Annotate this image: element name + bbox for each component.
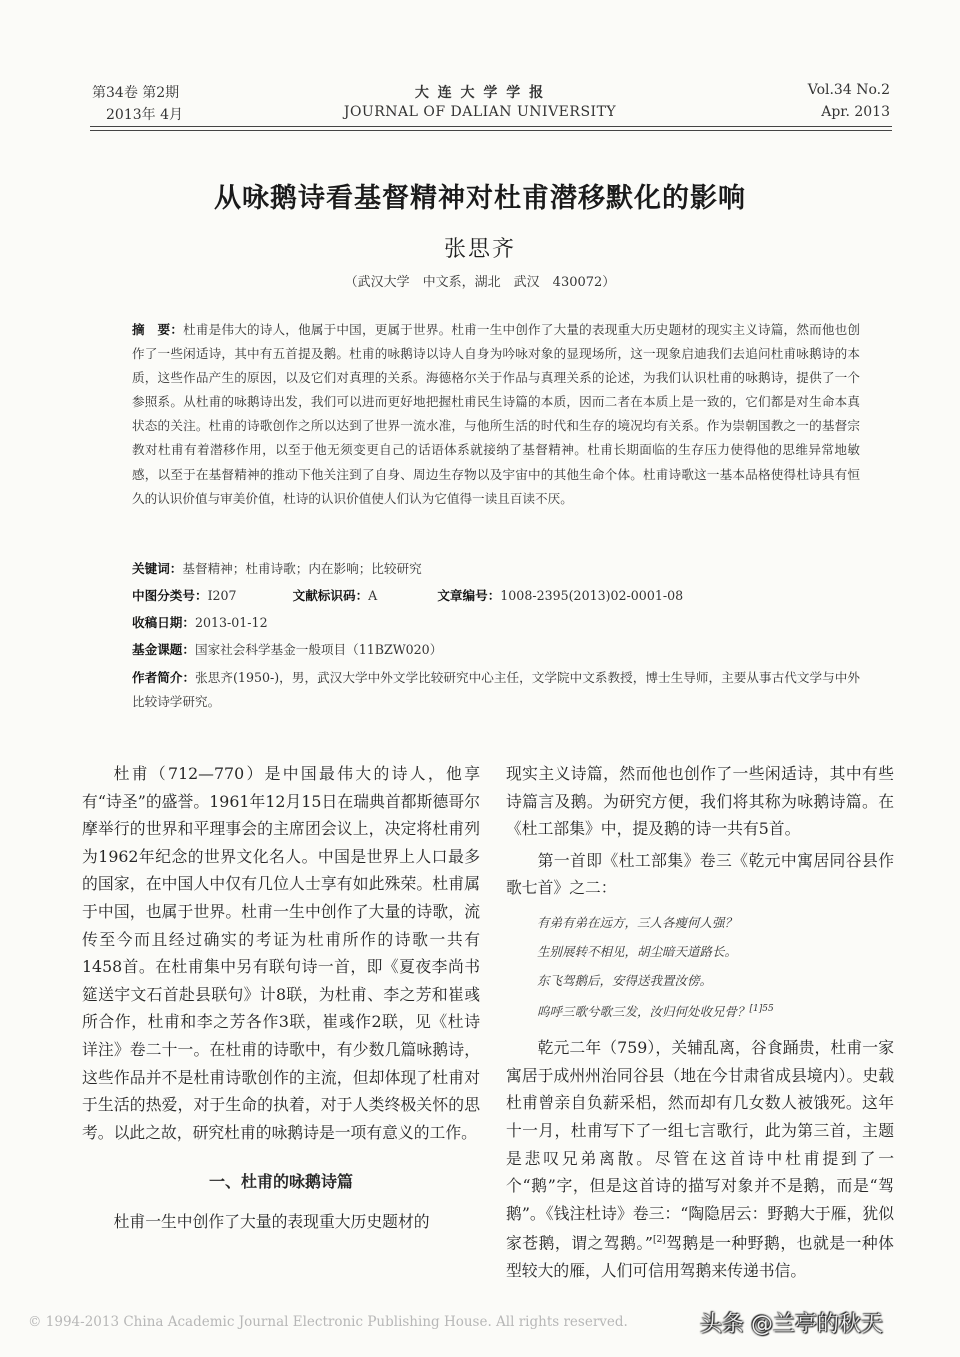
abstract-label: 摘 要：: [132, 322, 184, 337]
paragraph-text: 乾元二年（759），关辅乱离，谷食踊贵，杜甫一家寓居于成州州治同谷县（地在今甘肃省成县境内）。史载杜甫曾亲自负薪采梠，然而却有几女数人被饿死。这年十一月，杜甫写下了一组七言歌行，此为第三首，主题是悲叹兄弟离散。尽管在这首诗中杜甫提到了一个“鹅”字，但是这首诗的描写对象并不是鹅，而是“驾鹅”。《钱注杜诗》卷三：“陶隐居云：野鹅大于雁，犹似家苍鹅，谓之驾鹅。”: [506, 1038, 894, 1253]
watermark: [700, 1307, 883, 1338]
keywords-value: 基督精神；杜甫诗歌；内在影响；比较研究: [182, 561, 422, 576]
keywords: [132, 558, 422, 577]
date-en: Apr. 2013: [821, 104, 890, 120]
body-paragraph: [506, 1034, 894, 1285]
doc-code-label: 文献标识码：: [292, 588, 369, 603]
citation-ref: [1]55: [749, 1003, 774, 1014]
received-date: [132, 612, 268, 631]
author-affiliation: （武汉大学 中文系，湖北 武汉 430072）: [344, 275, 616, 290]
header-rule: [90, 126, 892, 127]
clc-value: I207: [207, 588, 237, 603]
date-cn: 2013年 4月: [106, 107, 183, 123]
volume-issue-en: Vol.34 No.2: [807, 82, 890, 98]
article-number-label: 文章编号：: [437, 588, 501, 603]
fund-value: 国家社会科学基金一般项目（11BZW020）: [194, 642, 443, 657]
section-heading: 一、杜甫的咏鹅诗篇: [208, 1172, 353, 1192]
watermark-text: 头条 @兰亭的秋天: [700, 1312, 883, 1337]
body-paragraph: 现实主义诗篇，然而他也创作了一些闲适诗，其中有些诗篇言及鹅。为研究方便，我们将其称为咏鹅诗篇。在《杜工部集》中，提及鹅的诗一共有5首。: [506, 764, 894, 839]
poem-line: 生别展转不相见，胡尘暗天道路长。: [537, 943, 738, 959]
poem-line: [506, 995, 894, 1026]
fund-project: [132, 639, 442, 658]
classification-row: [132, 585, 683, 604]
bio-label: 作者简介：: [132, 670, 196, 685]
poem-line: 东飞驾鹅后，安得送我置汝傍。: [537, 972, 713, 988]
fund-label: 基金课题：: [132, 642, 195, 657]
header-rule-thin: [90, 130, 892, 131]
doc-code-value: A: [368, 588, 378, 603]
received-value: 2013-01-12: [194, 615, 268, 630]
keywords-label: 关键词：: [132, 561, 183, 576]
body-column-left: [82, 760, 480, 1236]
clc-label: 中图分类号：: [132, 588, 208, 603]
body-column-right: [506, 760, 894, 1285]
journal-title-en: JOURNAL OF DALIAN UNIVERSITY: [343, 104, 617, 120]
paragraph-text-tail: 驾鹅是一种野鹅，也就是一种体型较大的雁，人们可信用驾鹅来传递书信。: [506, 1233, 894, 1281]
poem-line-text: 呜呼三歌兮歌三发，汝归何处收兄骨？: [537, 1004, 750, 1020]
body-paragraph: 杜甫一生中创作了大量的表现重大历史题材的: [113, 1211, 430, 1231]
article-title: 从咏鹅诗看基督精神对杜甫潜移默化的影响: [214, 183, 746, 214]
citation-ref: [2]: [652, 1235, 666, 1246]
abstract-text: 杜甫是伟大的诗人，他属于中国，更属于世界。杜甫一生中创作了大量的表现重大历史题材的现实主义诗篇，然而他也创作了一些闲适诗，其中有五首提及鹅。杜甫的咏鹅诗以诗人自身为吟咏对象的显现场所，这一现象启迪我们去追问杜甫咏鹅诗的本质，这些作品产生的原因，以及它们对真理的关系。海德格尔关于作品与真理关系的论述，为我们认识杜甫的咏鹅诗，提供了一个参照系。从杜甫的咏鹅诗出发，我们可以进而更好地把握杜甫民生诗篇的本质，因而二者在本质上是一致的，它们都是对生命本真状态的关注。杜甫的诗歌创作之所以达到了世界一流水准，与他所生活的时代和生存的境况均有关系。作为崇朝国教之一的基督宗教对杜甫有着潜移作用，以至于他无须变更自己的话语体系就接纳了基督精神。杜甫长期面临的生存压力使得他的思维异常地敏感，以至于在基督精神的推动下他关注到了自身、周边生存物以及宇宙中的其他生命个体。杜甫诗歌这一基本品格使得杜诗具有恒久的认识价值与审美价值，杜诗的认识价值使人们认为它值得一读且百读不厌。: [132, 322, 861, 506]
copyright-notice: © 1994-2013 China Academic Journal Electronic Publishing House. All rights reserved.: [28, 1314, 628, 1330]
author-bio: [132, 666, 860, 714]
volume-issue-cn: 第34卷 第2期: [92, 85, 180, 101]
poem-quote: [506, 908, 894, 1026]
poem-line: 有弟有弟在远方，三人各瘦何人强？: [537, 914, 738, 930]
article-number-value: 1008-2395(2013)02-0001-08: [500, 588, 684, 603]
body-paragraph: 第一首即《杜工部集》卷三《乾元中寓居同谷县作歌七首》之二：: [506, 850, 894, 898]
author-name: 张思齐: [443, 237, 516, 262]
bio-text: 张思齐(1950-)，男，武汉大学中外文学比较研究中心主任，文学院中文系教授，博士生导师，主要从事古代文学与中外比较诗学研究。: [132, 670, 860, 709]
abstract: [132, 318, 860, 511]
journal-title-cn: 大 连 大 学 学 报: [414, 85, 546, 101]
received-label: 收稿日期：: [132, 615, 195, 630]
body-paragraph: 杜甫（712—770）是中国最伟大的诗人，他享有“诗圣”的盛誉。1961年12月15日在瑞典首都斯德哥尔摩举行的世界和平理事会的主席团会议上，决定将杜甫列为1962年纪念的世界文化名人。中国是世界上人口最多的国家，在中国人中仅有几位人士享有如此殊荣。杜甫属于中国，也属于世界。杜甫一生中创作了大量的诗歌，流传至今而且经过确实的考证为杜甫所作的诗歌一共有1458首。在杜甫集中另有联句诗一首，即《夏夜李尚书筵送宇文石首赴县联句》计8联，为杜甫、李之芳和崔彧所合作，杜甫和李之芳各作3联，崔彧作2联，见《杜诗详注》卷二十一。在杜甫的诗歌中，有少数几篇咏鹅诗，这些作品并不是杜甫诗歌创作的主流，但却体现了杜甫对于生活的热爱，对于生命的执着，对于人类终极关怀的思考。以此之故，研究杜甫的咏鹅诗是一项有意义的工作。: [82, 764, 480, 1142]
